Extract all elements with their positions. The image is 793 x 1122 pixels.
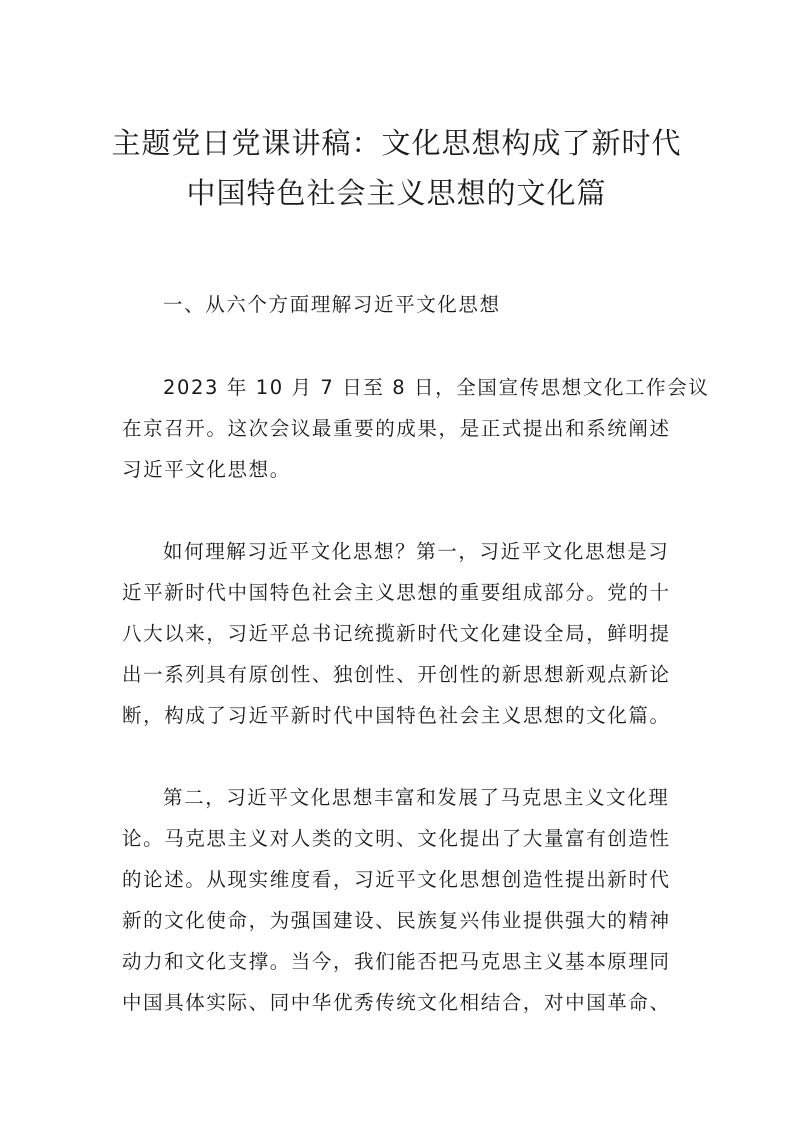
paragraph-3: [122, 777, 675, 1023]
paragraph-2: [122, 531, 675, 736]
paragraph-line: 论。马克思主义对人类的文明、文化提出了大量富有创造性: [122, 827, 671, 850]
paragraph-line: 习近平文化思想。: [122, 458, 291, 481]
section-heading: [122, 284, 675, 325]
paragraph-line: 如何理解习近平文化思想？第一，习近平文化思想是习: [163, 540, 670, 563]
paragraph-line: 第二，习近平文化思想丰富和发展了马克思主义文化理: [163, 786, 670, 809]
paragraph-line: 八大以来，习近平总书记统揽新时代文化建设全局，鲜明提: [122, 622, 671, 645]
paragraph-line: 断，构成了习近平新时代中国特色社会主义思想的文化篇。: [122, 704, 671, 727]
section-heading-text: 一、从六个方面理解习近平文化思想: [163, 293, 501, 316]
paragraph-line: 动力和文化支撑。当今，我们能否把马克思主义基本原理同: [122, 950, 671, 973]
paragraph-line: 在京召开。这次会议最重要的成果，是正式提出和系统阐述: [122, 417, 671, 440]
paragraph-line: 新的文化使命，为强国建设、民族复兴伟业提供强大的精神: [122, 909, 671, 932]
paragraph-line: 2023 年 10 月 7 日至 8 日，全国宣传思想文化工作会议: [163, 376, 710, 399]
paragraph-1: [122, 367, 710, 490]
paragraph-line: 近平新时代中国特色社会主义思想的重要组成部分。党的十: [122, 581, 671, 604]
paragraph-line: 的论述。从现实维度看，习近平文化思想创造性提出新时代: [122, 868, 671, 891]
title-line-2: 中国特色社会主义思想的文化篇: [186, 176, 607, 210]
title-line-1: 主题党日党课讲稿：文化思想构成了新时代: [111, 126, 682, 160]
document-title: [100, 118, 693, 218]
paragraph-line: 出一系列具有原创性、独创性、开创性的新思想新观点新论: [122, 663, 671, 686]
paragraph-line: 中国具体实际、同中华优秀传统文化相结合，对中国革命、: [122, 991, 671, 1014]
